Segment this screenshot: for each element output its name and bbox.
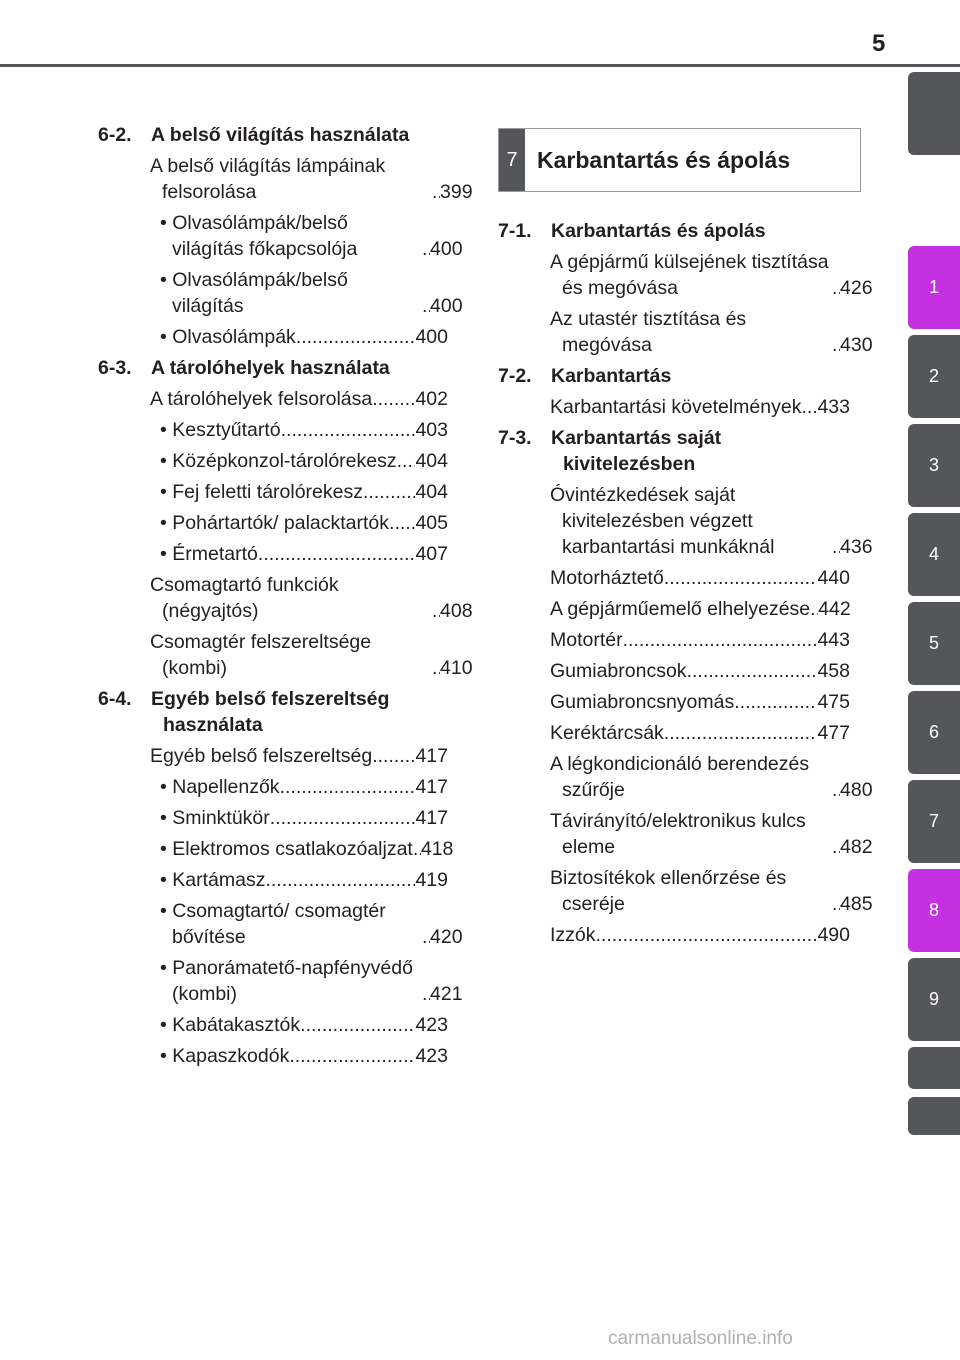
- toc-entry[interactable]: [160, 955, 463, 1007]
- entry-title: • Kartámasz: [160, 869, 266, 891]
- toc-entry[interactable]: [550, 922, 850, 948]
- entry-title: • Középkonzol-tárolórekesz: [160, 450, 397, 472]
- chapter-tab-9[interactable]: 9: [908, 958, 960, 1041]
- toc-section-heading: [498, 363, 850, 389]
- entry-title: • Olvasólámpák/belső világítás: [160, 269, 348, 317]
- entry-page: 404: [415, 450, 448, 472]
- chapter-tab-5[interactable]: 5: [908, 602, 960, 685]
- entry-page: 417: [415, 745, 448, 767]
- toc-entry[interactable]: [160, 448, 448, 474]
- chapter-tab-2[interactable]: 2: [908, 335, 960, 418]
- entry-page: 433: [817, 396, 850, 418]
- entry-page: 404: [415, 481, 448, 503]
- toc-entry[interactable]: [550, 627, 850, 653]
- toc-entry[interactable]: [550, 658, 850, 684]
- toc-section-heading: [98, 122, 448, 148]
- toc-entry[interactable]: [150, 153, 473, 205]
- toc-entry[interactable]: [550, 482, 873, 560]
- entry-title: • Napellenzők: [160, 776, 280, 798]
- chapter-title: Karbantartás és ápolás: [537, 146, 791, 173]
- toc-entry[interactable]: [160, 210, 463, 262]
- entry-page: 423: [415, 1014, 448, 1036]
- section-number: 7-3.: [498, 427, 532, 449]
- toc-entry[interactable]: [160, 479, 448, 505]
- entry-page: 421: [430, 983, 463, 1005]
- section-number: 6-2.: [98, 124, 132, 146]
- toc-entry[interactable]: [160, 541, 448, 567]
- toc-entry[interactable]: [550, 751, 873, 803]
- entry-title: • Pohártartók/ palacktartók: [160, 512, 390, 534]
- entry-page: 400: [430, 238, 463, 260]
- entry-page: 417: [415, 807, 448, 829]
- entry-title: A gépjárműemelő elhelyezése: [550, 598, 811, 620]
- entry-title: Biztosítékok ellenőrzése és cseréje: [550, 867, 787, 915]
- toc-section-heading: [498, 218, 850, 244]
- toc-entry[interactable]: [160, 417, 448, 443]
- toc-entry[interactable]: [550, 808, 873, 860]
- toc-left-column: [98, 122, 473, 1074]
- entry-title: • Panorámatető-napfényvédő (kombi): [160, 957, 413, 1005]
- entry-page: 420: [430, 926, 463, 948]
- entry-page: 405: [415, 512, 448, 534]
- entry-page: 403: [415, 419, 448, 441]
- entry-title: • Kabátakasztók: [160, 1014, 301, 1036]
- toc-entry[interactable]: [160, 1043, 448, 1069]
- toc-entry[interactable]: [160, 510, 448, 536]
- entry-title: Gumiabroncsok: [550, 660, 687, 682]
- entry-title: Izzók: [550, 924, 596, 946]
- entry-title: Gumiabroncsnyomás: [550, 691, 735, 713]
- page-number: 5: [872, 30, 886, 57]
- entry-title: Egyéb belső felszereltség: [150, 745, 373, 767]
- chapter-number: 7: [499, 129, 525, 191]
- toc-entry[interactable]: [160, 898, 463, 950]
- entry-title: • Sminktükör: [160, 807, 270, 829]
- entry-title: Óvintézkedések saját kivitelezésben végzett karbantartási munkáknál: [550, 484, 775, 558]
- chapter-tab[interactable]: [908, 1047, 960, 1089]
- section-title: Karbantartás saját kivitelezésben: [551, 427, 722, 475]
- entry-page: 442: [818, 598, 851, 620]
- chapter-tab-6[interactable]: 6: [908, 691, 960, 774]
- entry-page: 419: [415, 869, 448, 891]
- entry-title: Csomagtér felszereltsége (kombi): [150, 631, 372, 679]
- section-title: Egyéb belső felszereltség használata: [151, 688, 390, 736]
- entry-page: 400: [430, 295, 463, 317]
- entry-page: 485: [840, 893, 873, 915]
- entry-title: Keréktárcsák: [550, 722, 664, 744]
- entry-page: 430: [840, 334, 873, 356]
- entry-page: 458: [817, 660, 850, 682]
- entry-title: A gépjármű külsejének tisztítása és megóvása: [550, 251, 829, 299]
- section-title: Karbantartás és ápolás: [551, 220, 766, 242]
- toc-entry[interactable]: [150, 572, 473, 624]
- toc-entry[interactable]: [160, 324, 448, 350]
- entry-page: 480: [840, 779, 873, 801]
- entry-title: Csomagtartó funkciók (négyajtós): [150, 574, 339, 622]
- entry-title: Motortér: [550, 629, 623, 651]
- entry-title: • Csomagtartó/ csomagtér bővítése: [160, 900, 386, 948]
- entry-page: 475: [817, 691, 850, 713]
- toc-entry[interactable]: [550, 689, 850, 715]
- chapter-tab-4[interactable]: 4: [908, 513, 960, 596]
- entry-page: 410: [440, 657, 473, 679]
- section-number: 7-2.: [498, 365, 532, 387]
- toc-section-heading: [98, 355, 448, 381]
- toc-entry[interactable]: [160, 836, 454, 862]
- section-number: 7-1.: [498, 220, 532, 242]
- entry-title: Távirányító/elektronikus kulcs eleme: [550, 810, 806, 858]
- toc-entry[interactable]: [550, 720, 850, 746]
- toc-entry[interactable]: [550, 306, 873, 358]
- chapter-header: [498, 128, 861, 192]
- entry-title: A légkondicionáló berendezés szűrője: [550, 753, 810, 801]
- entry-page: 423: [415, 1045, 448, 1067]
- entry-page: 408: [440, 600, 473, 622]
- entry-title: • Olvasólámpák: [160, 326, 296, 348]
- section-number: 6-3.: [98, 357, 132, 379]
- toc-entry[interactable]: [160, 1012, 448, 1038]
- entry-page: 402: [415, 388, 448, 410]
- chapter-tab-3[interactable]: 3: [908, 424, 960, 507]
- section-number: 6-4.: [98, 688, 132, 710]
- toc-entry[interactable]: [160, 267, 463, 319]
- chapter-tab[interactable]: [908, 1097, 960, 1135]
- toc-entry[interactable]: [160, 867, 448, 893]
- entry-title: • Elektromos csatlakozóaljzat: [160, 838, 413, 860]
- watermark: carmanualsonline.info: [608, 1328, 793, 1349]
- toc-entry[interactable]: [160, 805, 448, 831]
- chapter-tab-1[interactable]: 1: [908, 246, 960, 329]
- toc-entry[interactable]: [550, 565, 850, 591]
- entry-title: Motorháztető: [550, 567, 664, 589]
- entry-title: • Érmetartó: [160, 543, 258, 565]
- toc-entry[interactable]: [160, 774, 448, 800]
- entry-title: • Olvasólámpák/belső világítás főkapcsolója: [160, 212, 358, 260]
- entry-title: Az utastér tisztítása és megóvása: [550, 308, 747, 356]
- entry-title: • Kapaszkodók: [160, 1045, 290, 1067]
- toc-entry[interactable]: [550, 249, 873, 301]
- entry-page: 407: [415, 543, 448, 565]
- entry-page: 477: [817, 722, 850, 744]
- toc-entry[interactable]: [550, 596, 850, 622]
- section-title: A tárolóhelyek használata: [151, 357, 390, 379]
- chapter-tabs: [908, 0, 960, 1360]
- chapter-tab-8[interactable]: 8: [908, 869, 960, 952]
- entry-page: 426: [840, 277, 873, 299]
- chapter-tab[interactable]: [908, 72, 960, 155]
- header-rule: [0, 64, 960, 67]
- entry-title: Karbantartási követelmények: [550, 396, 802, 418]
- entry-page: 399: [440, 181, 473, 203]
- entry-page: 490: [817, 924, 850, 946]
- toc-entry[interactable]: [550, 865, 873, 917]
- entry-page: 482: [840, 836, 873, 858]
- toc-section-heading: [498, 425, 850, 477]
- chapter-tab-7[interactable]: 7: [908, 780, 960, 863]
- toc-right-column: [498, 218, 873, 953]
- toc-entry[interactable]: [150, 629, 473, 681]
- entry-page: 436: [840, 536, 873, 558]
- entry-title: • Kesztyűtartó: [160, 419, 281, 441]
- entry-page: 417: [415, 776, 448, 798]
- entry-title: • Fej feletti tárolórekesz: [160, 481, 363, 503]
- entry-page: 440: [817, 567, 850, 589]
- toc-entry[interactable]: [150, 743, 448, 769]
- entry-page: 400: [415, 326, 448, 348]
- section-title: Karbantartás: [551, 365, 672, 387]
- entry-title: A belső világítás lámpáinak felsorolása: [150, 155, 386, 203]
- toc-section-heading: [98, 686, 448, 738]
- toc-entry[interactable]: [550, 394, 850, 420]
- entry-title: A tárolóhelyek felsorolása: [150, 388, 373, 410]
- entry-page: 443: [817, 629, 850, 651]
- section-title: A belső világítás használata: [151, 124, 410, 146]
- toc-entry[interactable]: [150, 386, 448, 412]
- entry-page: 418: [420, 838, 454, 860]
